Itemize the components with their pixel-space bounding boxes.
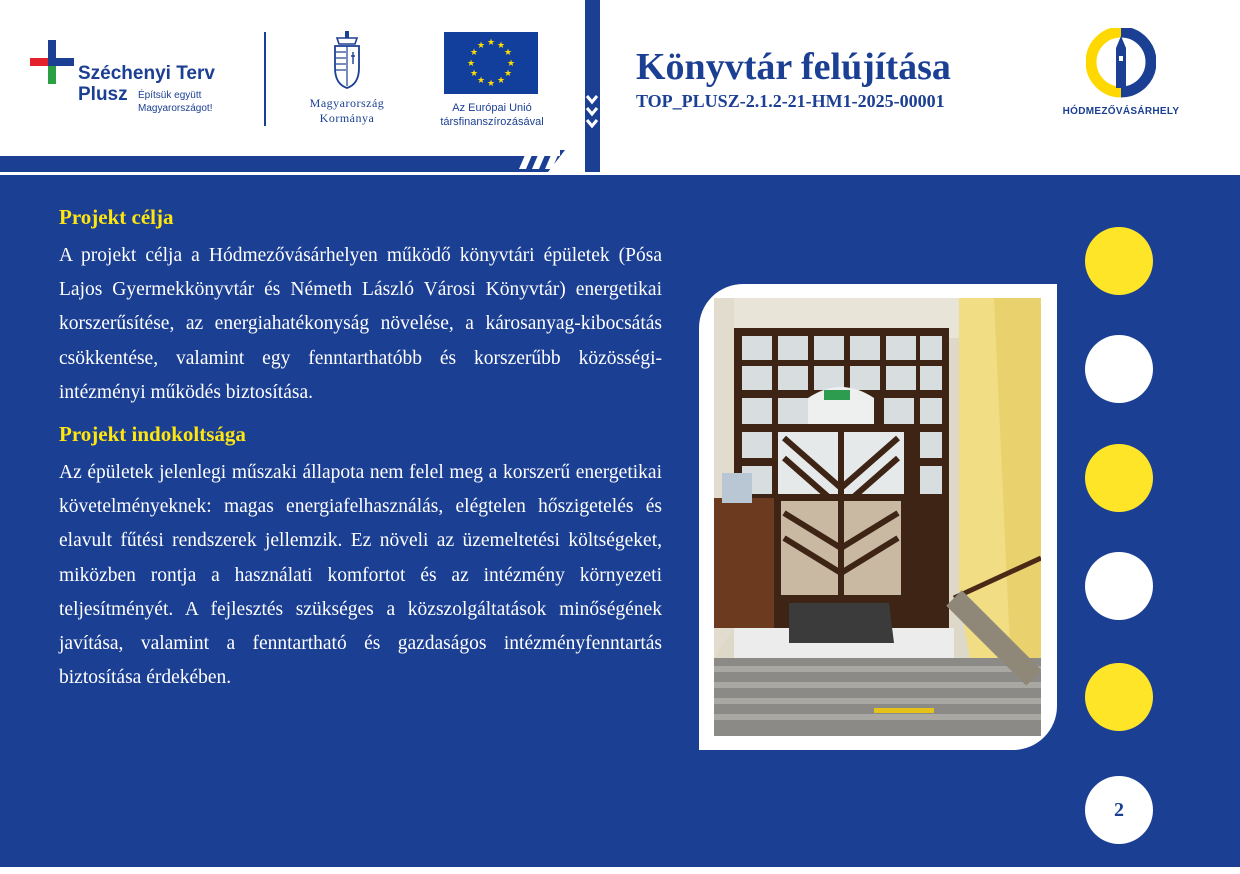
svg-text:★: ★ bbox=[503, 69, 513, 79]
content-area bbox=[0, 181, 1240, 874]
szechenyi-title: Széchenyi Terv bbox=[78, 63, 215, 84]
section-text-justification: Az épületek jelenlegi műszaki állapota nem felel meg a korszerű energetikai követelményeknek: magas energiafelhasználás, elégtelen hőszigetelés és elavult fűtési rendszerek jellemzik. Ez növeli az üzemeltetési költségeket, miközben rontja a használati komfortot és az intézmény környezeti teljesítményét. A fejlesztés szükséges a közszolgáltatások minőségének javítása, valamint a fenntartható és gazdaságos intézményfenntartás biztosítása érdekében. bbox=[59, 462, 662, 689]
decorative-dot-4 bbox=[1085, 552, 1153, 620]
city-logo bbox=[1056, 28, 1186, 124]
project-code: TOP_PLUSZ-2.1.2-21-HM1-2025-00001 bbox=[636, 91, 945, 111]
photo-frame bbox=[699, 284, 1057, 750]
text-column bbox=[59, 203, 662, 705]
svg-text:★: ★ bbox=[506, 59, 516, 69]
city-emblem-icon bbox=[1086, 28, 1156, 100]
section-heading-justification: Projekt indokoltsága bbox=[59, 422, 246, 447]
svg-text:★: ★ bbox=[469, 69, 479, 79]
svg-text:★: ★ bbox=[486, 38, 496, 48]
coat-of-arms-icon bbox=[329, 30, 365, 90]
szechenyi-cross-icon bbox=[30, 40, 74, 84]
svg-text:★: ★ bbox=[469, 48, 479, 58]
decorative-dot-5 bbox=[1085, 663, 1153, 731]
eu-logo bbox=[426, 30, 566, 130]
title-block bbox=[636, 44, 951, 112]
szechenyi-plus: Plusz bbox=[78, 84, 128, 105]
svg-text:★: ★ bbox=[466, 59, 476, 69]
eu-text: Az Európai Unió társfinanszírozásával bbox=[440, 102, 544, 128]
section-heading-goal: Projekt célja bbox=[59, 205, 174, 229]
page-header bbox=[0, 0, 1240, 180]
government-logo bbox=[282, 30, 412, 130]
svg-text:★: ★ bbox=[496, 41, 506, 51]
szechenyi-tagline: Építsük együtt Magyarországot! bbox=[138, 90, 213, 114]
library-entrance-photo bbox=[714, 298, 1041, 736]
decorative-dot-2 bbox=[1085, 335, 1153, 403]
city-name: HÓDMEZŐVÁSÁRHELY bbox=[1062, 106, 1180, 117]
page-number: 2 bbox=[1085, 776, 1153, 844]
section-text-goal: A projekt célja a Hódmezővásárhelyen működő könyvtári épületek (Pósa Lajos Gyermekkönyvtár és Németh László Városi Könyvtár) energetikai korszerűsítése, az energiahatékonyság növelése, a károsanyag-kibocsátás csökkentése, valamint egy fenntarthatóbb és korszerűbb közösségi-intézményi működés biztosítása. bbox=[59, 245, 662, 403]
svg-text:★: ★ bbox=[486, 79, 496, 89]
szechenyi-terv-logo bbox=[30, 38, 240, 128]
decorative-dot-1 bbox=[1085, 227, 1153, 295]
header-divider bbox=[264, 32, 266, 126]
svg-text:★: ★ bbox=[476, 76, 486, 86]
government-text: Magyarország Kormánya bbox=[309, 96, 385, 125]
bottom-strip bbox=[0, 867, 1240, 874]
svg-text:★: ★ bbox=[496, 76, 506, 86]
decorative-dot-3 bbox=[1085, 444, 1153, 512]
svg-text:★: ★ bbox=[503, 48, 513, 58]
eu-flag-icon bbox=[444, 32, 538, 94]
page-title: Könyvtár felújítása bbox=[636, 46, 951, 88]
svg-text:★: ★ bbox=[476, 41, 486, 51]
